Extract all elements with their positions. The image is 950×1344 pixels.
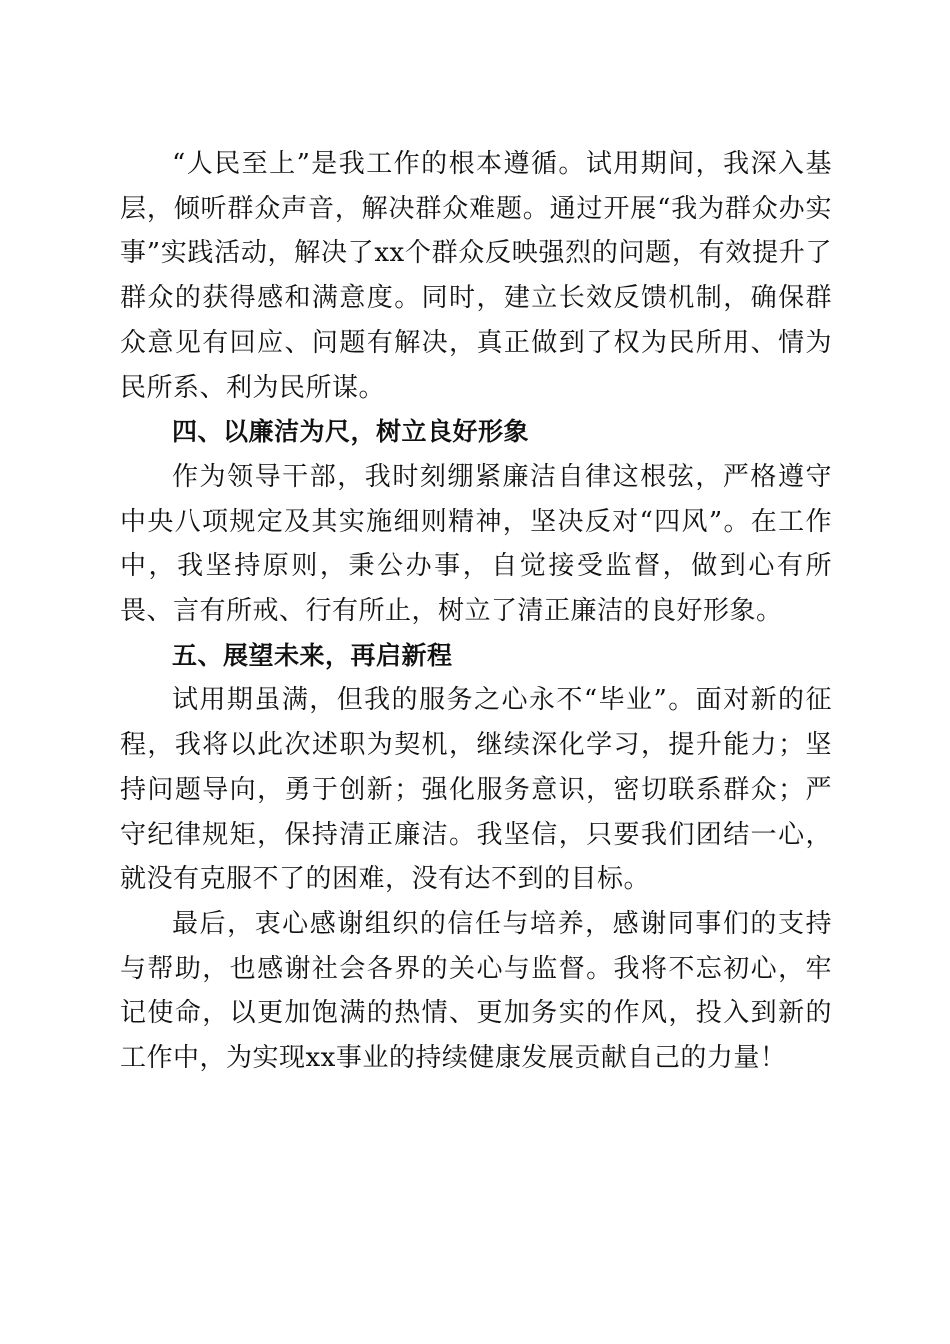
- paragraph-integrity: 作为领导干部，我时刻绷紧廉洁自律这根弦，严格遵守中央八项规定及其实施细则精神，坚决反对“四风”。在工作中，我坚持原则，秉公办事，自觉接受监督，做到心有所畏、言有所戒、行有所止，树立了清正廉洁的良好形象。: [120, 461, 832, 627]
- section-heading-outlook: 五、展望未来，再启新程: [172, 640, 453, 670]
- paragraph-outlook: 试用期虽满，但我的服务之心永不“毕业”。面对新的征程，我将以此次述职为契机，继续深化学习，提升能力；坚持问题导向，勇于创新；强化服务意识，密切联系群众；严守纪律规矩，保持清正廉洁。我坚信，只要我们团结一心，就没有克服不了的困难，没有达不到的目标。: [120, 685, 832, 895]
- paragraph-people-first: “人民至上”是我工作的根本遵循。试用期间，我深入基层，倾听群众声音，解决群众难题。通过开展“我为群众办实事”实践活动，解决了xx个群众反映强烈的问题，有效提升了群众的获得感和满意度。同时，建立长效反馈机制，确保群众意见有回应、问题有解决，真正做到了权为民所用、情为民所系、利为民所谋。: [120, 149, 832, 403]
- document-body: [120, 142, 832, 1081]
- paragraph-closing-thanks: 最后，衷心感谢组织的信任与培养，感谢同事们的支持与帮助，也感谢社会各界的关心与监督。我将不忘初心，牢记使命，以更加饱满的热情、更加务实的作风，投入到新的工作中，为实现xx事业的持续健康发展贡献自己的力量！: [120, 908, 832, 1074]
- section-heading-integrity: 四、以廉洁为尺，树立良好形象: [172, 417, 530, 447]
